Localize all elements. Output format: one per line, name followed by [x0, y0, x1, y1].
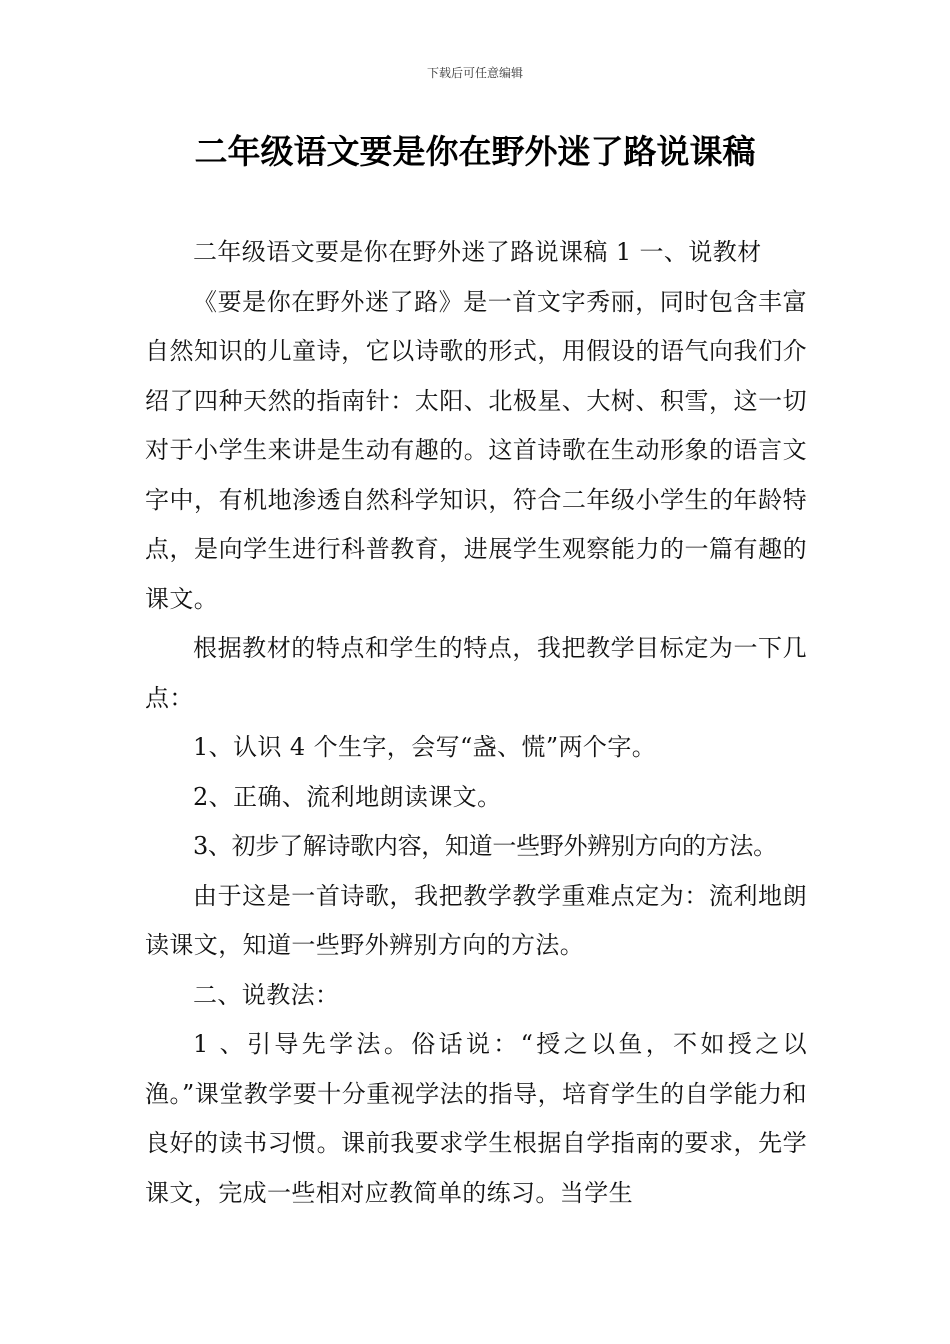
paragraph-goal-1: 1、认识 4 个生字，会写“盏、慌”两个字。	[193, 733, 657, 761]
paragraph-textbook-description: 《要是你在野外迷了路》是一首文字秀丽，同时包含丰富自然知识的儿童诗，它以诗歌的形式，用假设的语气向我们介绍了四种天然的指南针：太阳、北极星、大树、积雪，这一切对于小学生来讲是生动有趣的。这首诗歌在生动形象的语言文字中，有机地渗透自然科学知识，符合二年级小学生的年龄特点，是向学生进行科普教育，进展学生观察能力的一篇有趣的课文。	[145, 287, 807, 613]
paragraph-key-difficulties: 由于这是一首诗歌，我把教学教学重难点定为：流利地朗读课文，知道一些野外辨别方向的方法。	[145, 881, 807, 959]
header-note: 下载后可任意编辑	[426, 66, 523, 80]
paragraph-goal-3: 3、初步了解诗歌内容，知道一些野外辨别方向的方法。	[193, 832, 777, 860]
document-title: 二年级语文要是你在野外迷了路说课稿	[194, 132, 756, 171]
document-body	[145, 228, 807, 1218]
paragraph-intro: 二年级语文要是你在野外迷了路说课稿 1 一、说教材	[193, 238, 762, 266]
paragraph-teaching-methods-heading: 二、说教法：	[193, 980, 340, 1009]
paragraph-goal-2: 2、正确、流利地朗读课文。	[193, 782, 502, 811]
paragraph-teaching-goals-intro: 根据教材的特点和学生的特点，我把教学目标定为一下几点：	[145, 634, 807, 712]
paragraph-method-1: 1 、引导先学法。俗话说：“授之以鱼，不如授之以渔。”课堂教学要十分重视学法的指导，培育学生的自学能力和良好的读书习惯。课前我要求学生根据自学指南的要求，先学课文，完成一些相对应教简单的练习。当学生	[145, 1030, 807, 1207]
